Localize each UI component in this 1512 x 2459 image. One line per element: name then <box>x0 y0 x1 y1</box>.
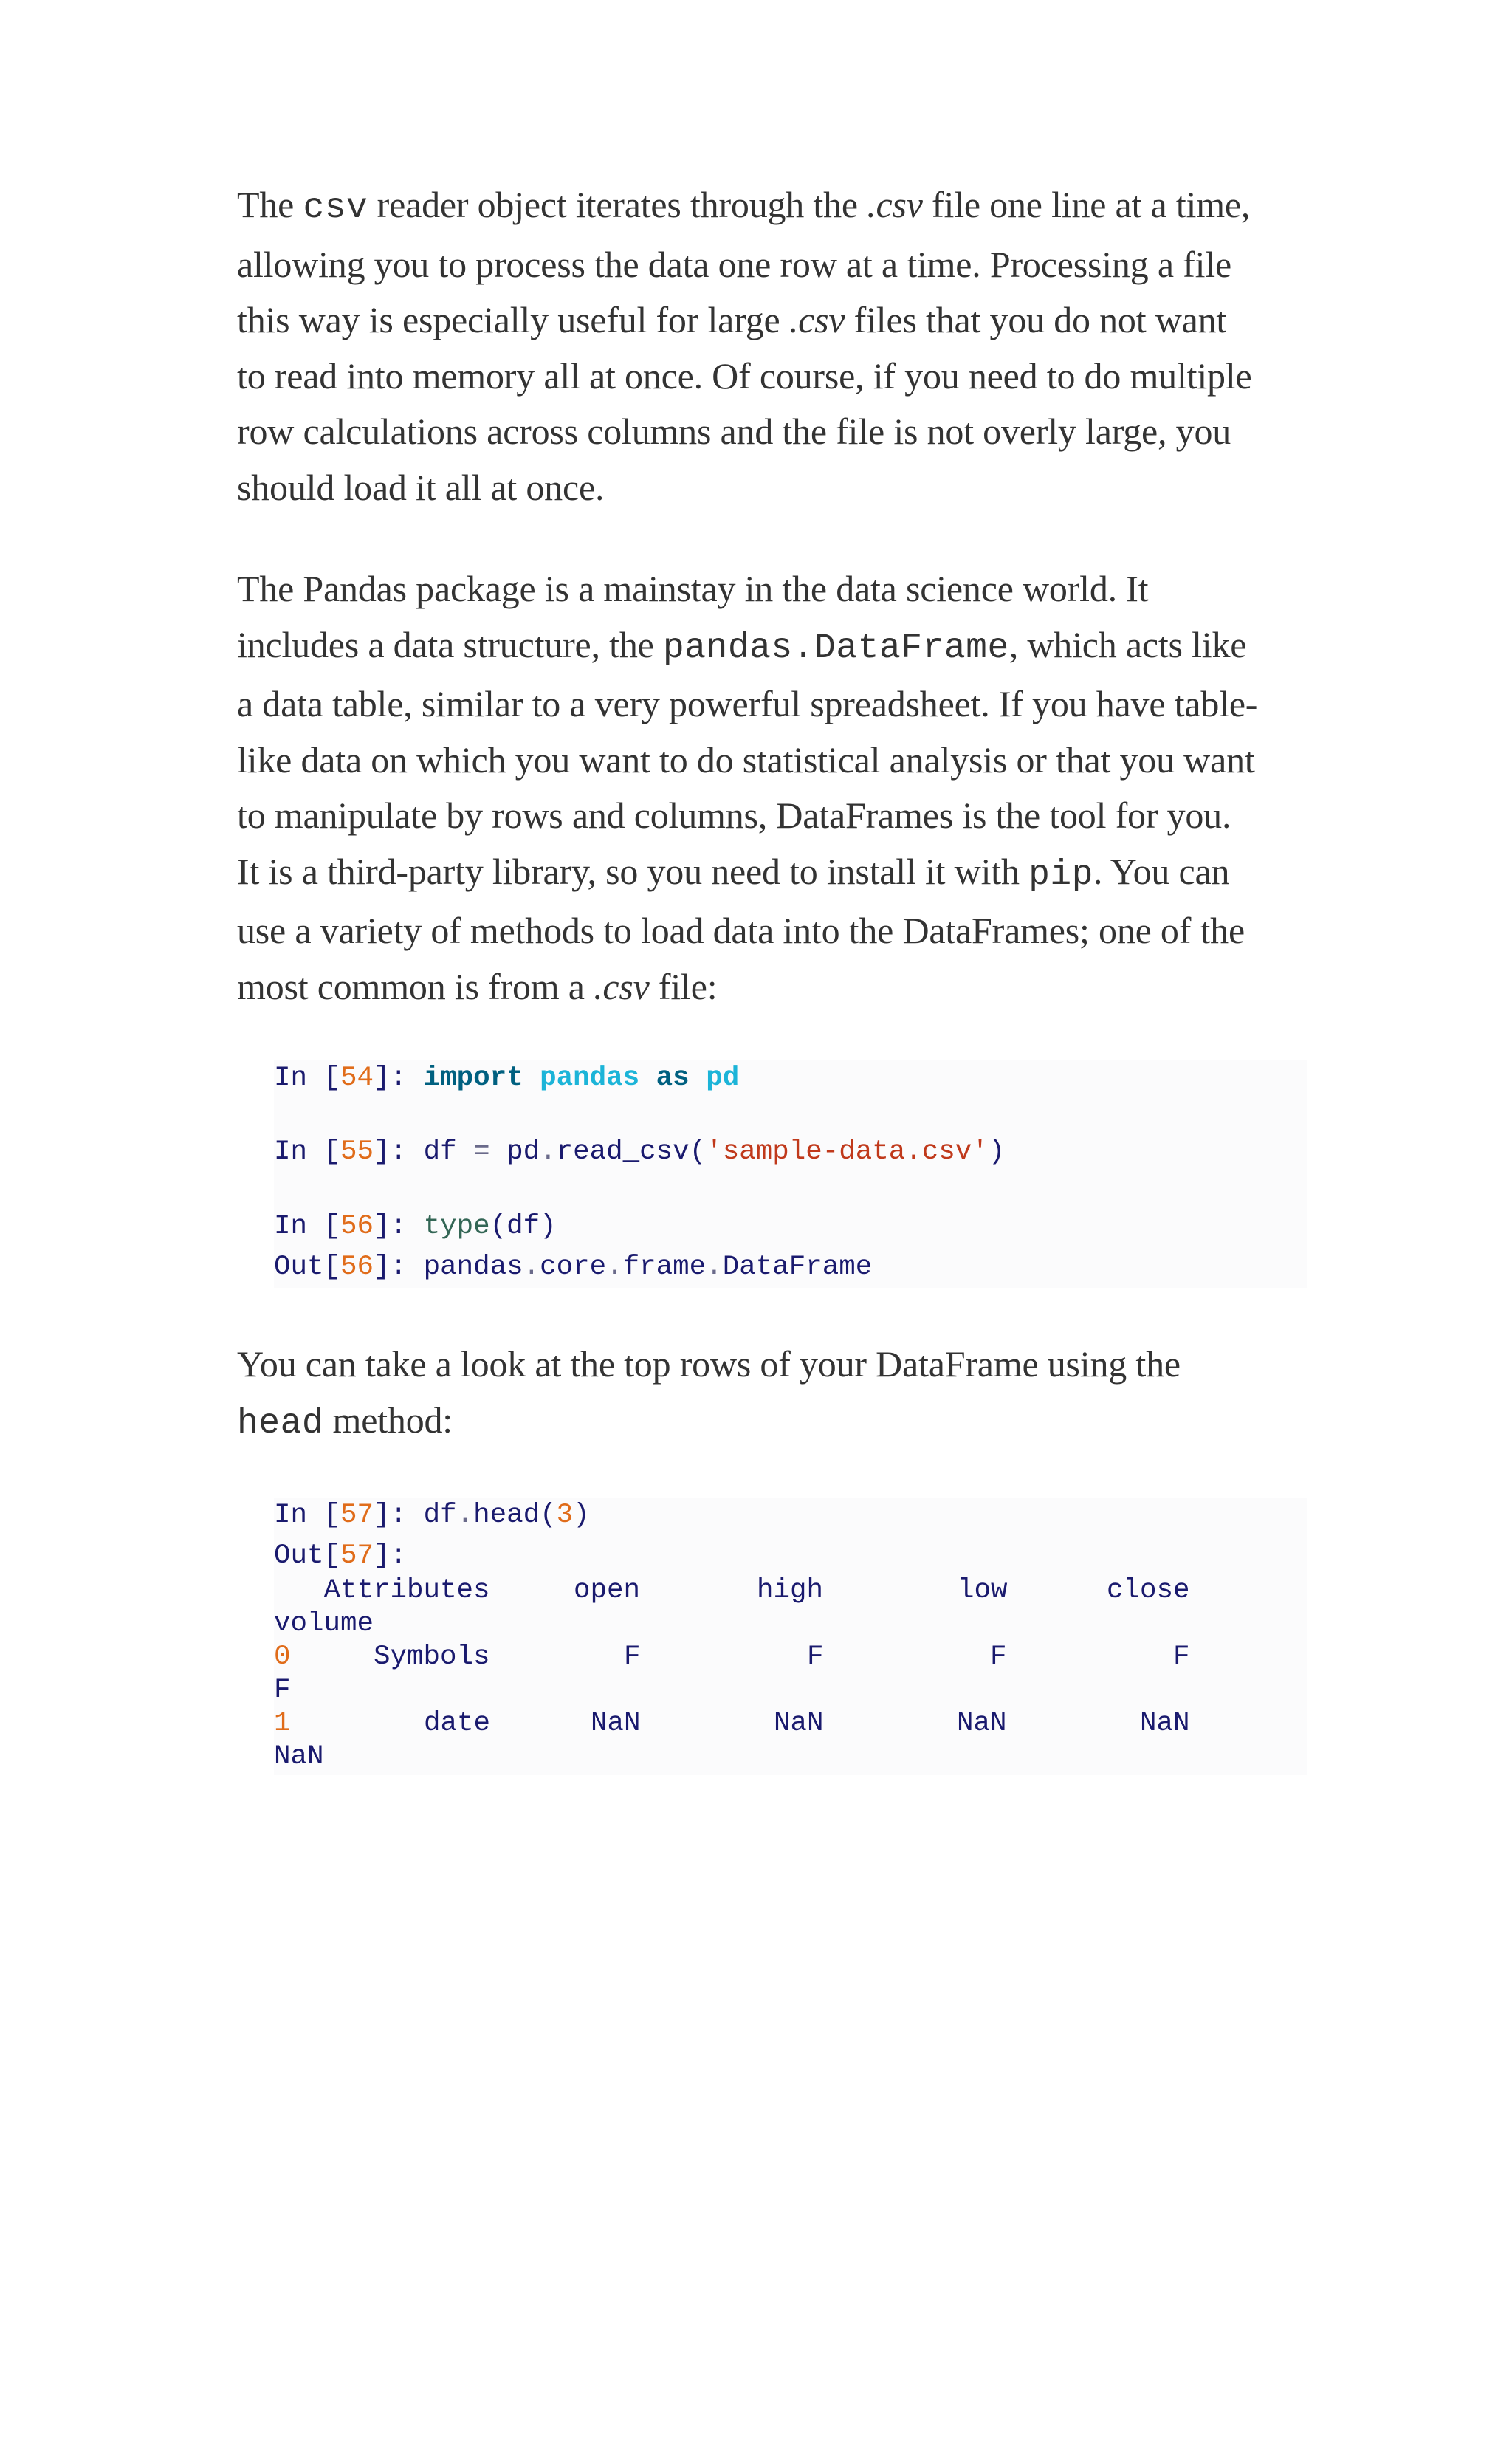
text: file: <box>649 965 718 1007</box>
text: reader object iterates through the <box>368 184 867 225</box>
inline-code: csv <box>303 188 368 228</box>
prompt-in: In <box>274 1063 308 1094</box>
function-name: read_csv <box>556 1136 690 1167</box>
text: . You can <box>1093 850 1230 892</box>
cell-number: 56 <box>340 1211 374 1242</box>
string-literal: 'sample-data.csv' <box>706 1136 989 1167</box>
output-text: frame <box>622 1252 707 1283</box>
text: files that you do not want <box>845 299 1227 340</box>
prompt-in: In <box>274 1211 308 1242</box>
output-header-label <box>274 1574 573 1608</box>
prompt-out: Out <box>274 1540 324 1571</box>
variable: df <box>423 1136 457 1167</box>
text-line: like data on which you want to do statistical analysis or that you want <box>237 738 1255 781</box>
inline-code: pandas.DataFrame <box>662 628 1009 668</box>
inline-code: pip <box>1028 854 1093 895</box>
text: this way is especially useful for large <box>237 299 789 340</box>
module-alias: pd <box>706 1063 740 1094</box>
column-header-volume: volume <box>274 1608 374 1639</box>
code-line-in-57: In [57]: df.head(3) <box>274 1500 590 1531</box>
cell-number: 55 <box>340 1136 374 1167</box>
emphasis: .csv <box>788 299 845 340</box>
cell-volume: F <box>274 1675 291 1706</box>
text: The <box>237 184 303 225</box>
emphasis: .csv <box>867 184 923 225</box>
cell-number: 56 <box>340 1252 374 1283</box>
column-header-low: low <box>958 1575 1008 1606</box>
cell-number: 54 <box>340 1063 374 1094</box>
text-line: should load it all at once. <box>237 466 605 508</box>
text-line: allowing you to process the data one row at a time. Processing a file <box>237 243 1231 285</box>
output-text: core <box>540 1252 607 1283</box>
inline-code: head <box>237 1403 324 1444</box>
keyword: import <box>423 1063 523 1094</box>
variable: df <box>506 1211 540 1242</box>
text: includes a data structure, the <box>237 623 663 665</box>
text-line <box>237 1393 1285 1453</box>
row-index: 1 <box>274 1708 291 1739</box>
text-line <box>237 177 1285 237</box>
text-line <box>237 844 1285 904</box>
module-name: pandas <box>540 1063 640 1094</box>
emphasis: .csv <box>594 965 650 1007</box>
code-line-out-57: Out[57]: <box>274 1540 408 1571</box>
function-name: head <box>473 1500 540 1531</box>
row-index: 0 <box>274 1642 291 1673</box>
keyword: as <box>656 1063 690 1094</box>
prompt-in: In <box>274 1136 308 1167</box>
text: file one line at a time, <box>922 184 1251 225</box>
builtin-function: type <box>423 1211 490 1242</box>
text-line: row calculations across columns and the file is not overly large, you <box>237 411 1231 452</box>
output-text: pandas <box>423 1252 523 1283</box>
text-line <box>237 959 1285 1015</box>
cell-close: F <box>1173 1642 1190 1673</box>
cell-volume: NaN <box>274 1741 324 1772</box>
prompt-in: In <box>274 1500 308 1531</box>
number-literal: 3 <box>556 1500 574 1531</box>
variable: df <box>423 1500 457 1531</box>
cell-open: NaN <box>591 1708 641 1739</box>
column-header: Attributes <box>274 1575 574 1606</box>
text-line: to read into memory all at once. Of course, if you need to do multiple <box>237 354 1252 397</box>
row-label: date <box>424 1708 491 1739</box>
text-line <box>237 617 1285 677</box>
text: , which acts like <box>1008 623 1247 665</box>
row-label: Symbols <box>374 1642 490 1673</box>
paragraph-pandas-intro <box>237 561 1285 1015</box>
code-block-import-pandas <box>274 1060 1307 1288</box>
cell-low: F <box>990 1642 1007 1673</box>
text-line <box>237 292 1285 349</box>
code-line-in-54: In [54]: import pandas as pd <box>274 1063 740 1094</box>
paragraph-csv-reader <box>237 177 1285 515</box>
variable: pd <box>506 1136 540 1167</box>
text-line: use a variety of methods to load data into the DataFrames; one of the <box>237 910 1245 951</box>
operator: . <box>540 1136 557 1167</box>
code-block-head <box>274 1498 1307 1775</box>
paragraph-head-method <box>237 1337 1285 1452</box>
cell-high: NaN <box>774 1708 824 1739</box>
code-line-in-55: In [55]: df = pd.read_csv('sample-data.csv') <box>274 1136 1006 1167</box>
cell-open: F <box>624 1642 641 1673</box>
prompt-out: Out <box>274 1252 324 1283</box>
cell-number: 57 <box>340 1500 374 1531</box>
cell-number: 57 <box>340 1540 374 1571</box>
output-text: DataFrame <box>722 1252 873 1283</box>
text-line: a data table, similar to a very powerful spreadsheet. If you have table- <box>237 683 1258 724</box>
column-header-high: high <box>757 1575 824 1606</box>
operator: = <box>473 1136 490 1167</box>
code-line-in-56: In [56]: type(df) <box>274 1211 557 1242</box>
cell-low: NaN <box>957 1708 1007 1739</box>
text-line: The Pandas package is a mainstay in the data science world. It <box>237 568 1149 609</box>
text: method: <box>323 1399 453 1441</box>
text: most common is from a <box>237 965 594 1007</box>
column-header-close: close <box>1107 1575 1190 1606</box>
cell-high: F <box>807 1642 824 1673</box>
code-line-out-56: Out[56]: pandas.core.frame.DataFrame <box>274 1252 873 1283</box>
text: It is a third-party library, so you need to install it with <box>237 850 1029 892</box>
text-line: You can take a look at the top rows of your DataFrame using the <box>237 1343 1181 1385</box>
cell-close: NaN <box>1140 1708 1190 1739</box>
text-line: to manipulate by rows and columns, DataFrames is the tool for you. <box>237 795 1231 836</box>
column-header-open: open <box>574 1575 641 1606</box>
